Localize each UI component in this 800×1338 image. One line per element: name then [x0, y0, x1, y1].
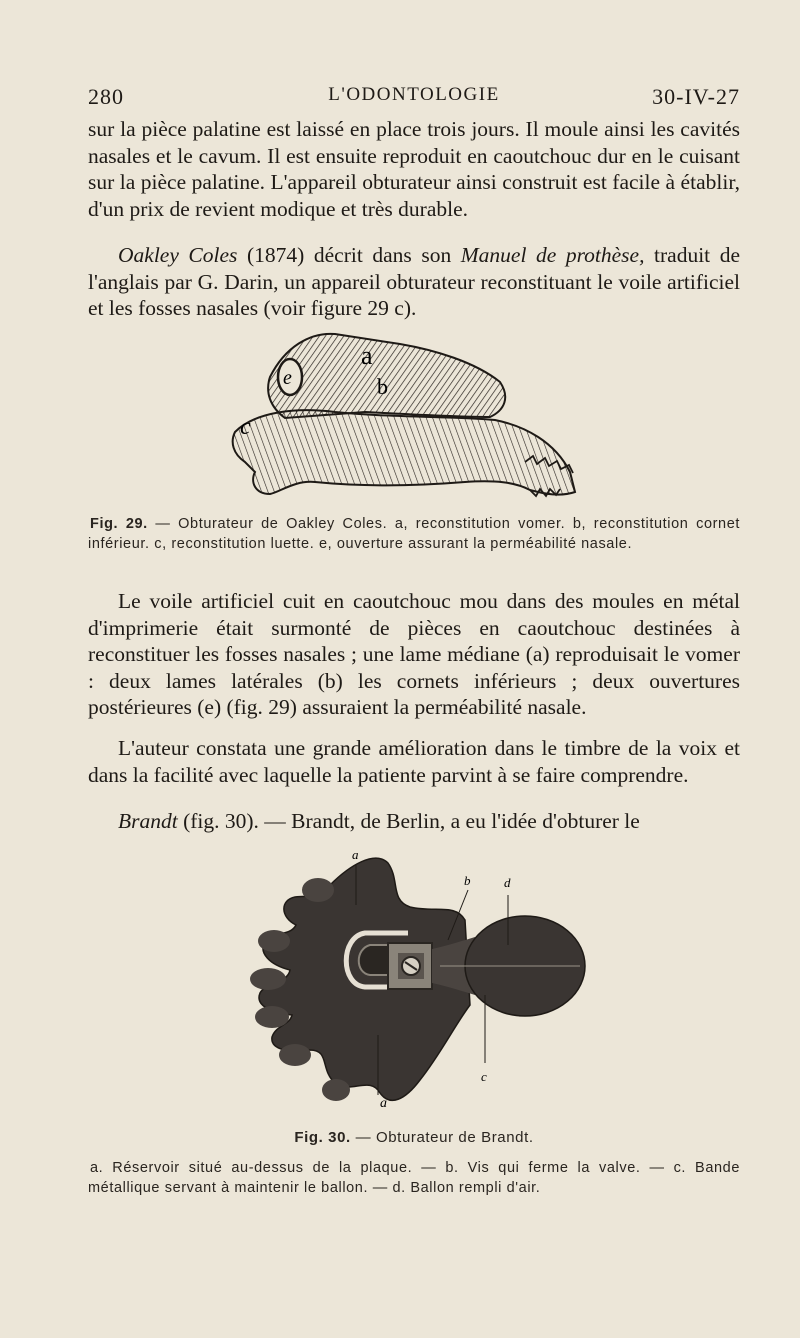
fig30-label-a-top: a	[352, 847, 359, 862]
fig29-label-b: b	[377, 374, 388, 399]
fig29-label-a: a	[361, 341, 373, 370]
page-number: 280	[88, 84, 124, 109]
figure-29-caption: Fig. 29. — Obturateur de Oakley Coles. a, reconstitution vomer. b, reconstitution cornet inférieur. c, reconstitution luette. e, ouverture assurant la perméabilité nasale.	[88, 516, 740, 552]
book-title: Manuel de prothèse,	[460, 243, 645, 267]
figure-29-illustration	[225, 322, 605, 512]
paragraph-2: Oakley Coles (1874) décrit dans son Manuel de prothèse, traduit de l'anglais par G. Darin, un appareil obturateur reconstituant le voile artificiel et les fosses nasales (voir figure 29 c).	[88, 243, 740, 321]
paragraph-4: L'auteur constata une grande amélioration dans le timbre de la voix et dans la facilité avec laquelle la patiente parvint à se faire comprendre.	[88, 736, 740, 787]
fig30-label-d: d	[504, 875, 511, 890]
paragraph-5: Brandt (fig. 30). — Brandt, de Berlin, a eu l'idée d'obturer le	[118, 809, 640, 833]
paragraph-3: Le voile artificiel cuit en caoutchouc mou dans des moules en métal d'imprimerie était surmonté de pièces en caoutchouc destinées à reconstituer les fosses nasales ; une lame médiane (a) reproduisait le vomer : deux lames latérales (b) les cornets inférieurs ; deux ouvertures postérieures (e) (fig. 29) assuraient la perméabilité nasale.	[88, 589, 740, 720]
fig29-label-c: c	[240, 414, 251, 440]
fig29-label-e: e	[283, 367, 292, 389]
fig30-label-c: c	[481, 1069, 487, 1084]
paragraph-1: sur la pièce palatine est laissé en place trois jours. Il moule ainsi les cavités nasales et le cavum. Il est ensuite reproduit en caoutchouc dur en le cuisant sur la pièce palatine. L'appareil obturateur ainsi construit est facile à établir, d'un prix de revient modique et très durable.	[88, 117, 740, 221]
figure-30-legend: a. Réservoir situé au-dessus de la plaque. — b. Vis qui ferme la valve. — c. Bande métallique servant à maintenir le ballon. — d. Ballon rempli d'air.	[88, 1160, 740, 1196]
figure-30-illustration	[240, 845, 600, 1115]
figure-29-label: Fig. 29.	[90, 516, 148, 532]
running-header	[88, 84, 740, 112]
figure-30-label: Fig. 30.	[294, 1129, 351, 1146]
figure-30-title: Fig. 30. — Obturateur de Brandt.	[294, 1129, 534, 1146]
journal-title: L'ODONTOLOGIE	[328, 84, 500, 105]
fig30-label-a-bottom: a	[380, 1096, 387, 1111]
author-name: Oakley Coles	[118, 243, 238, 267]
issue-date: 30-IV-27	[652, 84, 740, 109]
author-brandt: Brandt	[118, 809, 178, 833]
fig30-label-b: b	[464, 873, 471, 888]
